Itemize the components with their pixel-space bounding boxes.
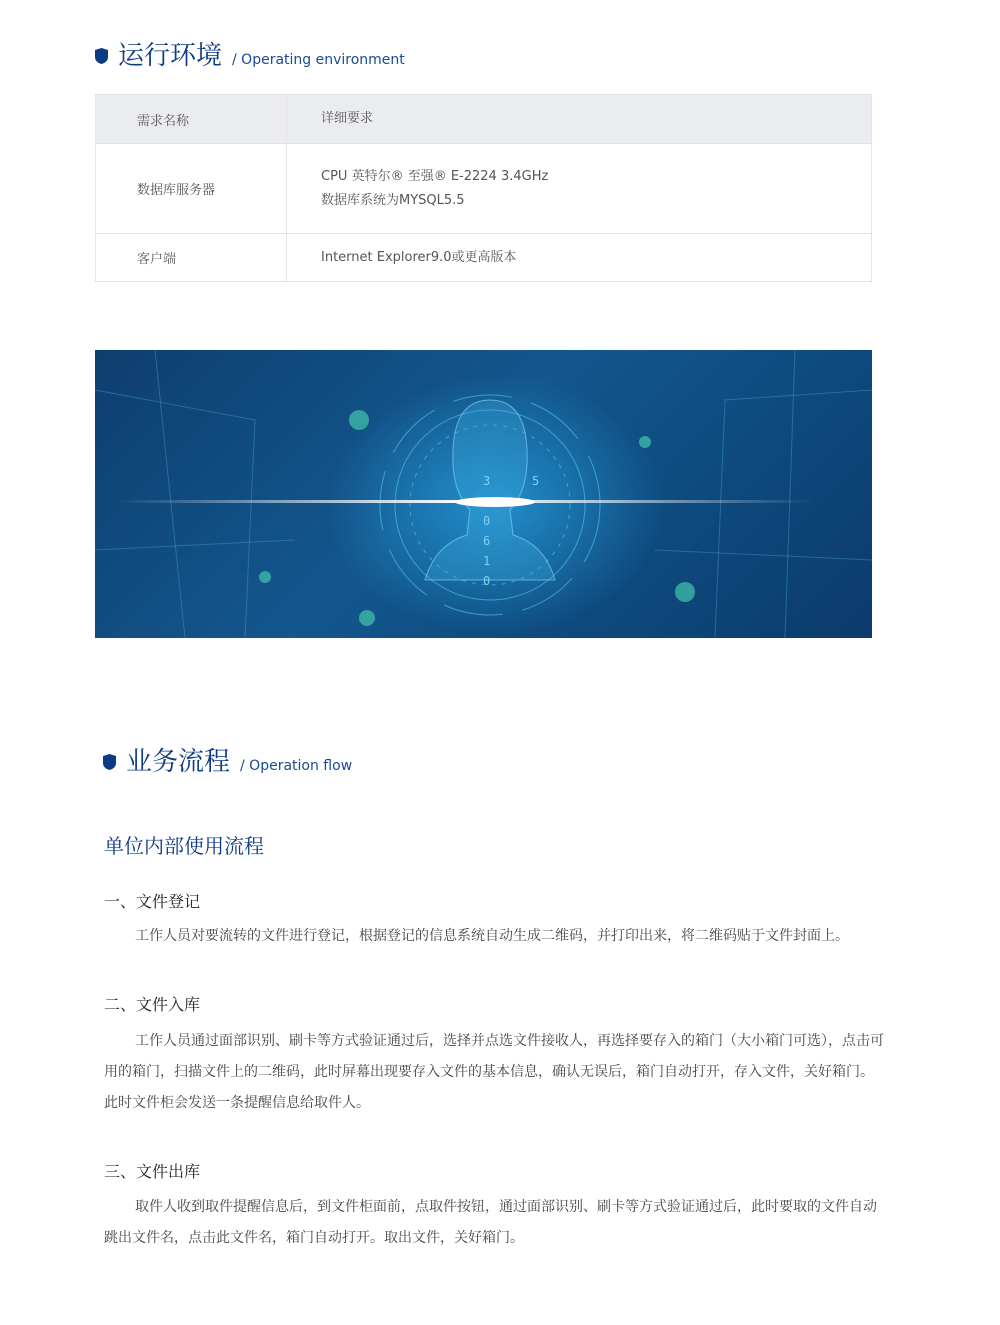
section-header-environment: [95, 40, 405, 72]
section-title: 运行环境: [118, 41, 223, 71]
section-subtitle: / Operating environment: [232, 52, 405, 68]
shield-icon: [103, 754, 116, 770]
header-details: 详细要求: [287, 95, 872, 144]
detail-line: 数据库系统为MYSQL5.5: [321, 192, 465, 208]
section-title: 业务流程: [126, 747, 231, 777]
cell-details: [287, 144, 872, 234]
table-row: [96, 234, 872, 282]
flow-title: 单位内部使用流程: [104, 834, 264, 858]
cell-name: 数据库服务器: [96, 144, 287, 234]
banner-digit: 6: [483, 534, 491, 548]
banner-digit: 0: [483, 574, 491, 588]
banner-digit: 3: [483, 474, 491, 488]
banner-digit: 5: [532, 474, 540, 488]
detail-line: CPU 英特尔® 至强® E-2224 3.4GHz: [321, 168, 549, 184]
banner-digit: 1: [483, 554, 491, 568]
step-text: 工作人员通过面部识别、刷卡等方式验证通过后，选择并点选文件接收人，再选择要存入的箱门（大小箱门可选），点击可用的箱门，扫描文件上的二维码，此时屏幕出现要存入文件的基本信息，确认无误后，箱门自动打开，存入文件，关好箱门。此时文件柜会发送一条提醒信息给取件人。: [104, 1033, 884, 1111]
section-subtitle: / Operation flow: [240, 758, 353, 774]
banner-illustration: [95, 350, 872, 638]
step-heading: 二、文件入库: [104, 995, 201, 1014]
section-header-flow: [103, 746, 352, 778]
shield-icon: [95, 48, 108, 64]
cell-name: 客户端: [96, 234, 287, 282]
step-heading: 三、文件出库: [104, 1162, 201, 1181]
header-name: 需求名称: [96, 95, 287, 144]
banner-digit: 0: [483, 514, 491, 528]
requirements-table: [95, 94, 872, 282]
cell-details: [287, 234, 872, 282]
table-header-row: [96, 95, 872, 144]
detail-line: Internet Explorer9.0或更高版本: [321, 249, 517, 265]
face-recognition-banner: [95, 350, 872, 638]
table-row: [96, 144, 872, 234]
step-text: 取件人收到取件提醒信息后，到文件柜面前，点取件按钮，通过面部识别、刷卡等方式验证通过后，此时要取的文件自动跳出文件名，点击此文件名，箱门自动打开。取出文件，关好箱门。: [104, 1199, 877, 1246]
step-heading: 一、文件登记: [104, 892, 201, 911]
step-text: 工作人员对要流转的文件进行登记，根据登记的信息系统自动生成二维码，并打印出来，将二维码贴于文件封面上。: [135, 928, 849, 944]
